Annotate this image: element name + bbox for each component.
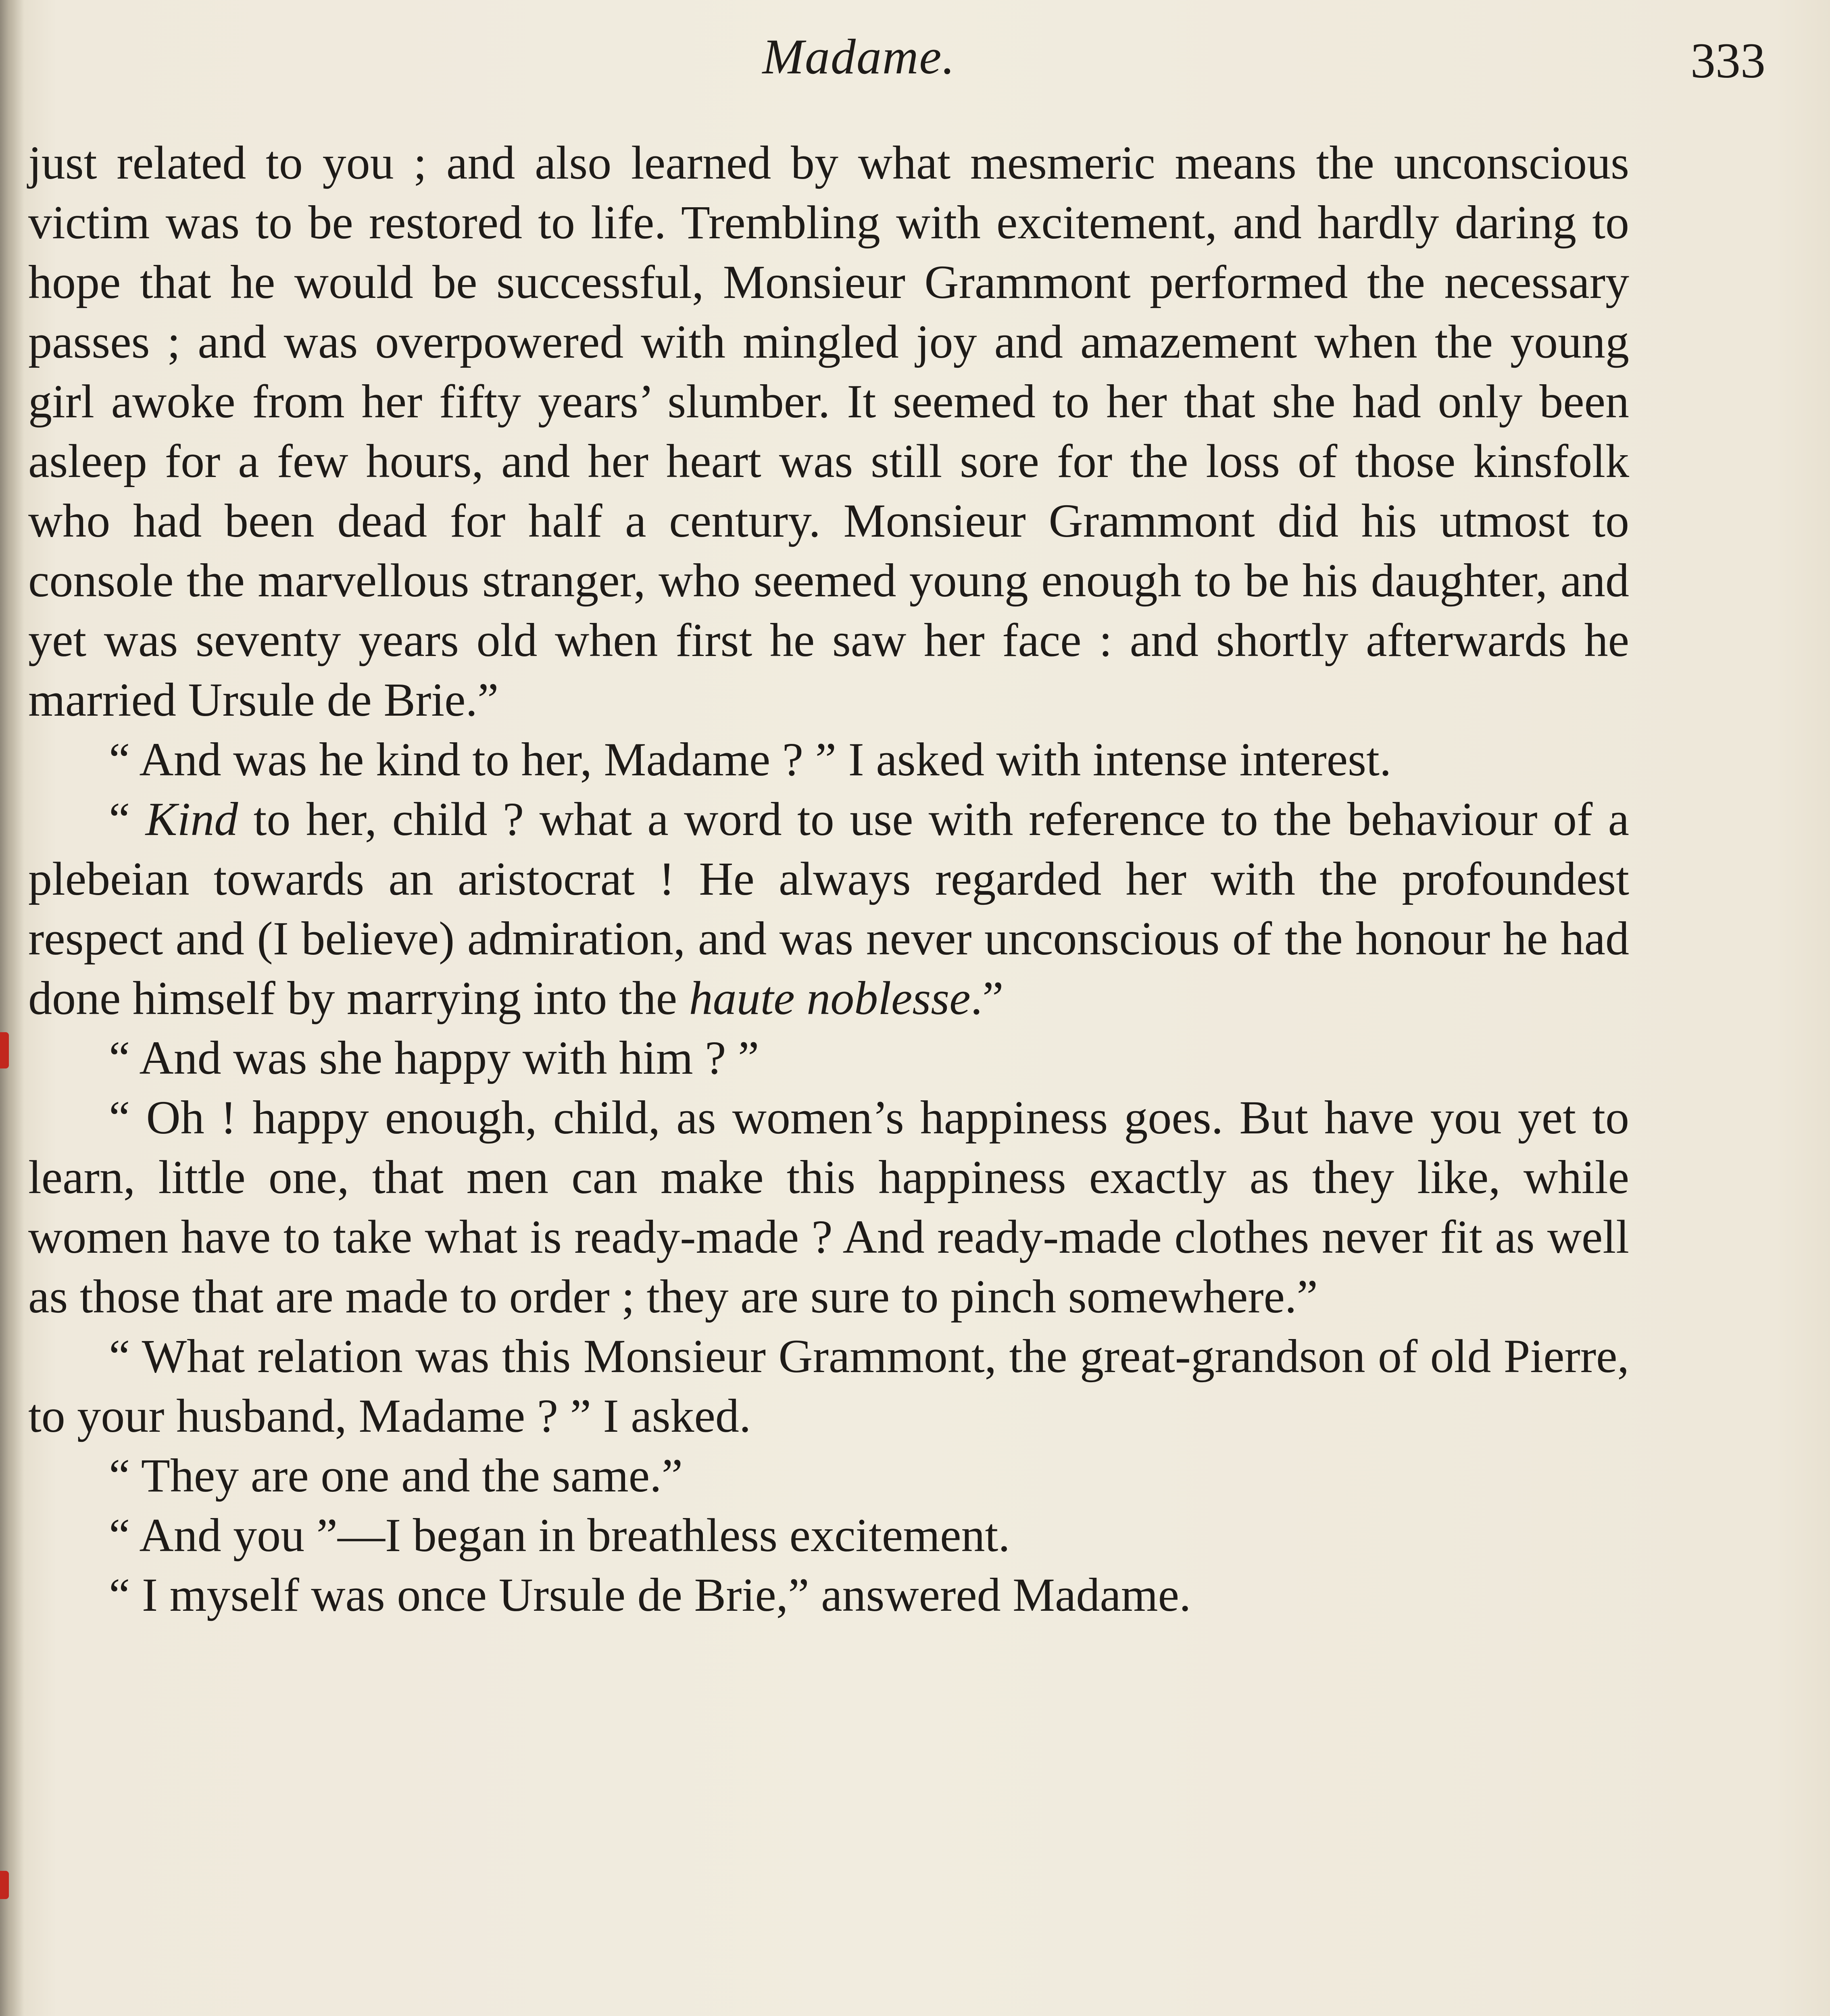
paragraph xyxy=(28,1028,1629,1088)
paragraph xyxy=(28,1327,1629,1446)
paragraph xyxy=(28,1088,1629,1327)
red-page-edge-mark xyxy=(0,1032,9,1068)
paragraph xyxy=(28,1506,1629,1565)
paragraph xyxy=(28,730,1629,789)
paragraph xyxy=(28,1565,1629,1625)
paragraph-text: “ xyxy=(109,793,146,846)
italic-word: Kind xyxy=(145,793,238,846)
paragraph-text: “ I myself was once Ursule de Brie,” answered Madame. xyxy=(109,1568,1191,1621)
paragraph-text: just related to you ; and also learned by what mesmeric means the unconscious victim was to be restored to life. Trembling with excitement, and hardly daring to hope that he would be successful, Monsieur Grammont performed the necessary passes ; and was overpowered with mingled joy and amazement when the young girl awoke from her fifty years’ slumber. It seemed to her that she had only been asleep for a few hours, and her heart was still sore for the loss of those kinsfolk who had been dead for half a century. Monsieur Grammont did his utmost to console the marvellous stranger, who seemed young enough to be his daughter, and yet was seventy years old when first he saw her face : and shortly afterwards he married Ursule de Brie.” xyxy=(28,136,1629,726)
paragraph-text: “ And you ”—I began in breathless excitement. xyxy=(109,1509,1010,1562)
paragraph-text: to her, child ? what a word to use with reference to the behaviour of a plebeian towards an aristocrat ! He always regarded her with the profoundest respect and (I believe) admiration, and was never unconscious of the honour he had done himself by marrying into the xyxy=(28,793,1629,1025)
paragraph-text: .” xyxy=(970,972,1004,1025)
gutter-shadow xyxy=(0,0,24,2016)
paragraph-text: “ What relation was this Monsieur Grammont, the great-grandson of old Pierre, to your husband, Madame ? ” I asked. xyxy=(28,1330,1629,1442)
paragraph-text: “ And was he kind to her, Madame ? ” I asked with intense interest. xyxy=(109,733,1392,786)
paragraph-text: “ And was she happy with him ? ” xyxy=(109,1031,759,1084)
running-head: Madame. xyxy=(762,29,956,84)
body-text xyxy=(28,133,1629,1625)
page-number: 333 xyxy=(1690,33,1765,88)
red-page-edge-mark xyxy=(0,1871,9,1899)
paragraph xyxy=(28,1446,1629,1506)
paragraph xyxy=(28,133,1629,730)
paragraph-text: “ They are one and the same.” xyxy=(109,1449,683,1502)
paragraph xyxy=(28,789,1629,1028)
italic-phrase: haute noblesse xyxy=(689,972,971,1025)
paragraph-text: “ Oh ! happy enough, child, as women’s happiness goes. But have you yet to learn, little one, that men can make this happiness exactly as they like, while women have to take what is ready-made ? And ready-made clothes never fit as well as those that are made to order ; they are sure to pinch somewhere.” xyxy=(28,1091,1629,1323)
